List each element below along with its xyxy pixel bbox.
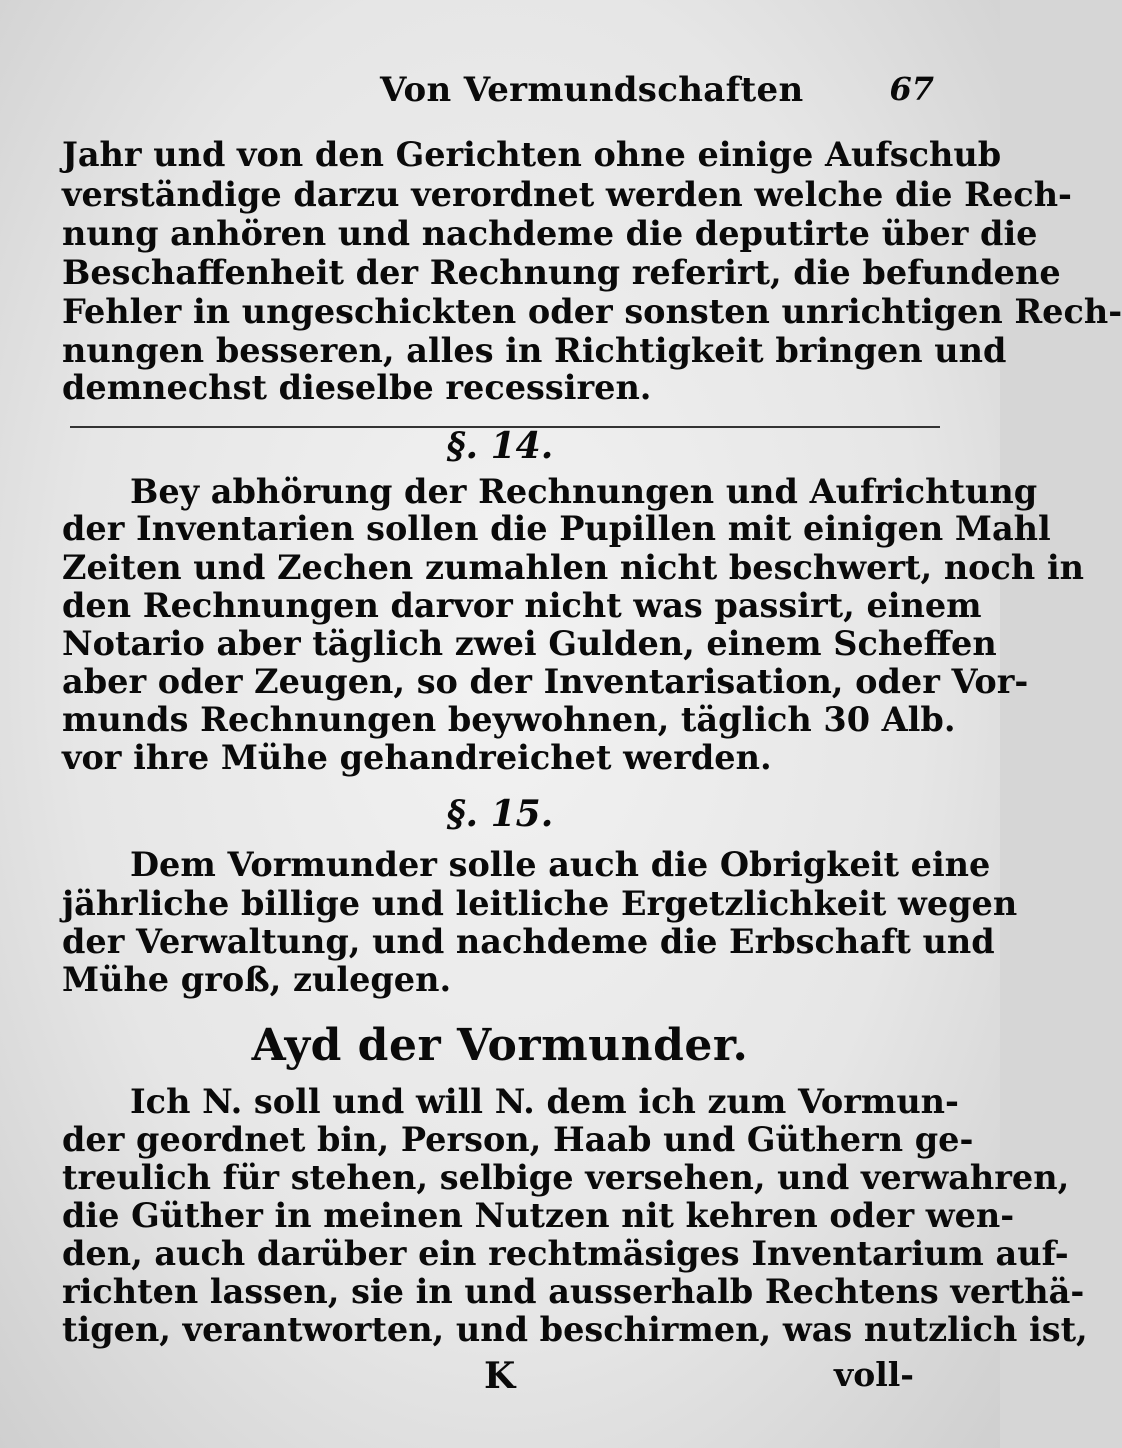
text-line: den, auch darüber ein rechtmäsiges Inventarium auf- <box>62 1234 1069 1273</box>
text-line: Mühe groß, zulegen. <box>62 960 452 999</box>
oath-heading: Ayd der Vormunder. <box>251 1020 749 1071</box>
text-line: verständige darzu verordnet werden welche die Rech- <box>62 175 1072 214</box>
text-line: richten lassen, sie in und ausserhalb Rechtens verthä- <box>62 1272 1085 1311</box>
text-line: Fehler in ungeschickten oder sonsten unrichtigen Rech- <box>62 292 1122 331</box>
text-line: Bey abhörung der Rechnungen und Aufrichtung <box>130 472 1038 511</box>
text-line: Notario aber täglich zwei Gulden, einem Scheffen <box>62 624 997 663</box>
text-line: Zeiten und Zechen zumahlen nicht beschwert, noch in <box>62 548 1085 587</box>
text-line: Dem Vormunder solle auch die Obrigkeit eine <box>130 845 991 884</box>
section-14-mark: §. 14. <box>446 425 554 467</box>
text-line: Ich N. soll und will N. dem ich zum Vormun- <box>130 1082 959 1121</box>
text-line: munds Rechnungen beywohnen, täglich 30 Alb. <box>62 700 956 739</box>
signature-mark: K <box>484 1355 516 1397</box>
catchword: voll- <box>834 1355 914 1394</box>
page-header <box>60 70 940 120</box>
text-line: nungen besseren, alles in Richtigkeit bringen und <box>62 331 1007 370</box>
text-line: Beschaffenheit der Rechnung referirt, die befundene <box>62 253 1061 292</box>
text-line: der Inventarien sollen die Pupillen mit einigen Mahl <box>62 509 1051 548</box>
running-head: Von Vermundschaften <box>380 70 804 110</box>
text-line: jährliche billige und leitliche Ergetzlichkeit wegen <box>62 884 1018 923</box>
section-15-mark: §. 15. <box>446 793 554 835</box>
text-line: den Rechnungen darvor nicht was passirt, einem <box>62 586 982 625</box>
text-line: treulich für stehen, selbige versehen, und verwahren, <box>62 1158 1070 1197</box>
text-line: demnechst dieselbe recessiren. <box>62 368 652 407</box>
page-number: 67 <box>889 70 934 108</box>
text-line: nung anhören und nachdeme die deputirte über die <box>62 214 1038 253</box>
text-line: aber oder Zeugen, so der Inventarisation, oder Vor- <box>62 662 1029 701</box>
text-line: der geordnet bin, Person, Haab und Güthern ge- <box>62 1120 974 1159</box>
text-line: der Verwaltung, und nachdeme die Erbschaft und <box>62 922 995 961</box>
text-line: tigen, verantworten, und beschirmen, was nutzlich ist, <box>62 1310 1088 1349</box>
text-line: Jahr und von den Gerichten ohne einige Aufschub <box>62 135 1002 174</box>
text-line: die Güther in meinen Nutzen nit kehren oder wen- <box>62 1196 1015 1235</box>
text-line: vor ihre Mühe gehandreichet werden. <box>62 738 772 777</box>
